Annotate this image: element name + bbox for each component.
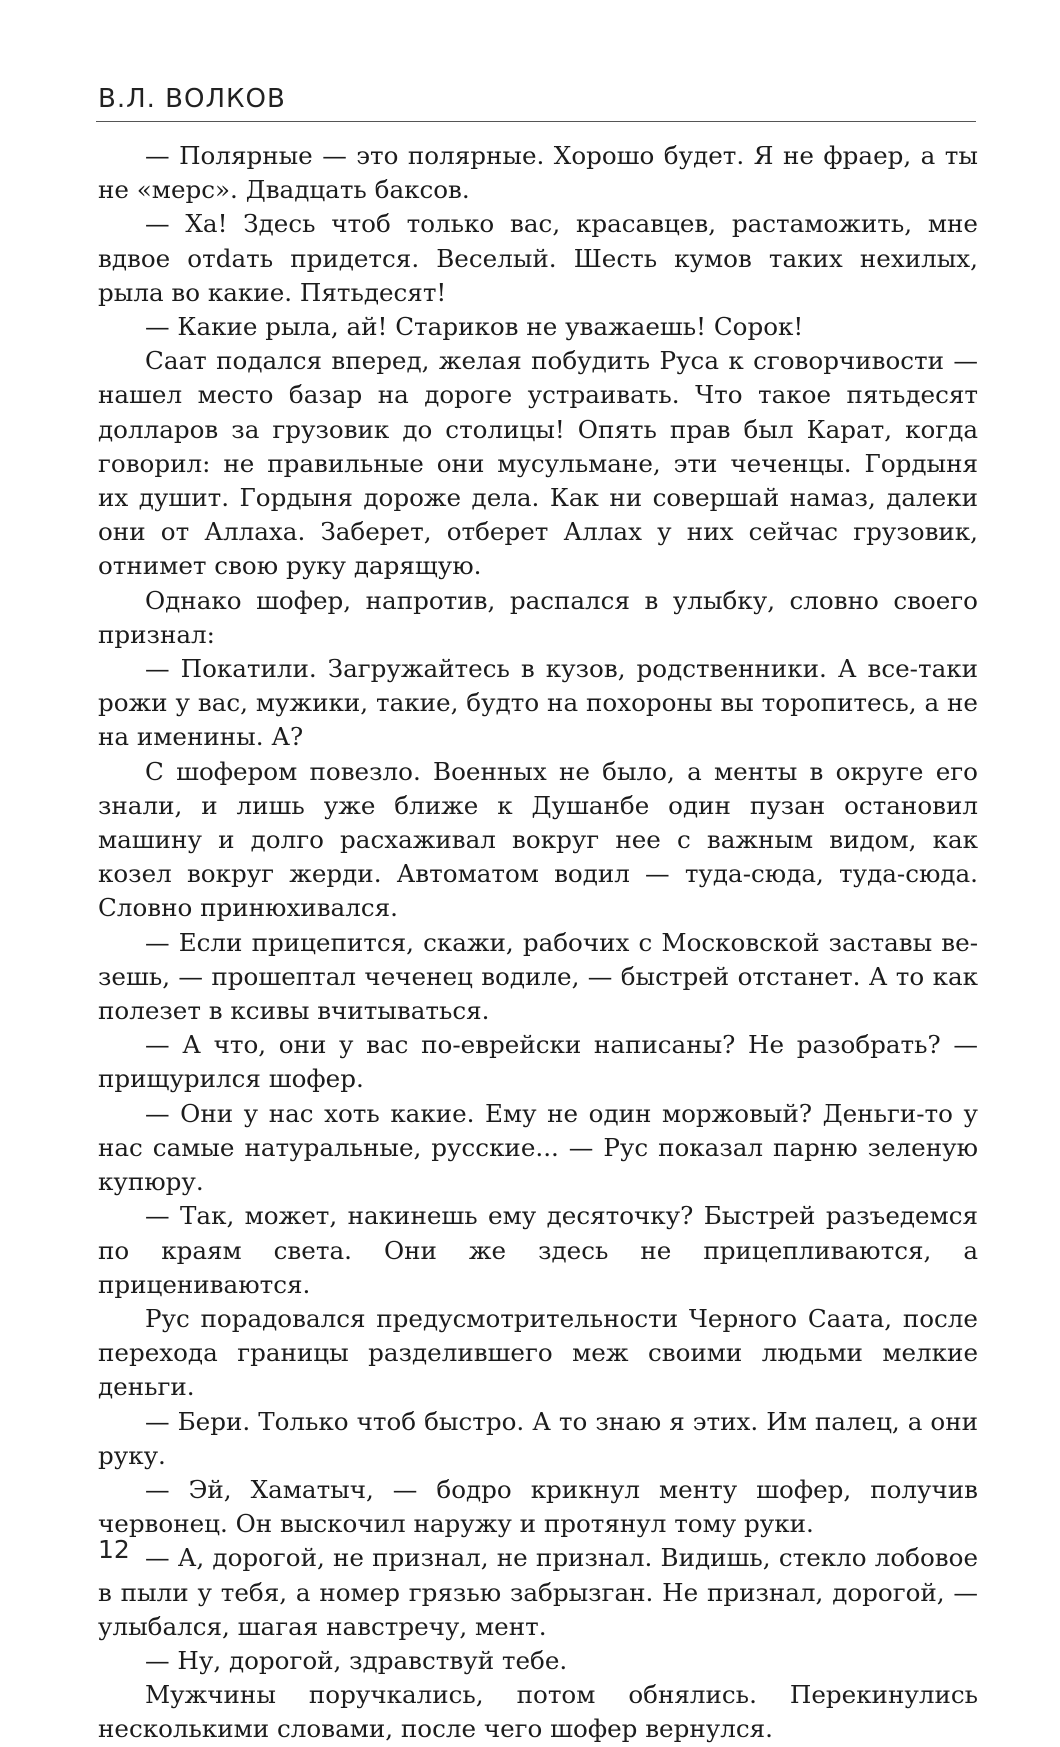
paragraph: — Ну, дорогой, здравствуй тебе. bbox=[145, 1645, 568, 1675]
paragraph: Мужчины поручкались, потом обнялись. Перекинулись несколькими словами, после чего шофер вернулся. bbox=[98, 1680, 978, 1744]
page-number: 12 bbox=[98, 1535, 130, 1564]
paragraph: Однако шофер, напротив, распался в улыбку, словно своего признал: bbox=[98, 585, 978, 649]
paragraph: — Так, может, накинешь ему десяточку? Быстрей разъедемся по краям света. Они же здесь не прицепливаются, а прицениваются. bbox=[98, 1201, 978, 1299]
paragraph: — Эй, Хаматыч, — бодро крикнул менту шофер, получив червонец. Он выскочил наружу и протянул тому руки. bbox=[98, 1474, 978, 1539]
header-rule bbox=[96, 121, 976, 122]
paragraph: — Какие рыла, ай! Стариков не уважаешь! Сорок! bbox=[145, 312, 804, 342]
paragraph: — Они у нас хоть какие. Ему не один моржовый? Деньги-то у нас самые натуральные, русские... — Рус показал парню зеленую купюру. bbox=[98, 1098, 978, 1197]
paragraph: — Покатили. Загружайтесь в кузов, родственники. А все-таки рожи у вас, мужики, такие, будто на похороны вы торопитесь, а не на именины. А? bbox=[98, 654, 978, 752]
paragraph: — Полярные — это полярные. Хорошо будет. Я не фраер, а ты не «мерс». Двадцать баксов. bbox=[98, 141, 978, 205]
paragraph: — А, дорогой, не признал, не признал. Видишь, стекло лобовое в пыли у тебя, а номер грязью забрызган. Не признал, дорогой, — улыбался, шагая навстречу, мент. bbox=[98, 1543, 978, 1641]
paragraph: — Бери. Только чтоб быстро. А то знаю я этих. Им палец, а они руку. bbox=[98, 1406, 978, 1470]
running-header-title: В.Л. ВОЛКОВ bbox=[98, 84, 286, 114]
paragraph: — Ха! Здесь чтоб только вас, красавцев, растаможить, мне вдвое отdать придется. Веселый. Шесть кумов таких нехилых, рыла во какие. Пятьдесят! bbox=[98, 209, 978, 307]
paragraph: С шофером повезло. Военных не было, а менты в округе его знали, и лишь уже ближе к Душанбе один пузан остановил машину и долго расхаживал вокруг нее с важным видом, как козел вокруг жерди. Автоматом водил — туда-сюда, туда-сюда. Словно принюхивался. bbox=[98, 756, 978, 923]
paragraph: — Если прицепится, скажи, рабочих с Московской заставы везешь, — прошептал чеченец водиле, — быстрей отстанет. А то как полезет в ксивы вчитываться. bbox=[98, 927, 978, 1026]
paragraph: Саат подался вперед, желая побудить Руса к сговорчивости — нашел место базар на дороге устраивать. Что такое пятьдесят долларов за грузовик до столицы! Опять прав был Карат, когда говорил: не правильные они мусульмане, эти чеченцы. Гордыня их душит. Гордыня дороже дела. Как ни совершай намаз, далеки они от Аллаха. Заберет, отберет Аллах у них сейчас грузовик, отнимет свою руку дарящую. bbox=[98, 346, 978, 581]
body-text bbox=[98, 139, 978, 1747]
paragraph: Рус порадовался предусмотрительности Черного Саата, после перехода границы разделившего меж своими людьми мелкие деньги. bbox=[98, 1303, 978, 1402]
paragraph: — А что, они у вас по-еврейски написаны? Не разобрать? — прищурился шофер. bbox=[98, 1030, 978, 1094]
